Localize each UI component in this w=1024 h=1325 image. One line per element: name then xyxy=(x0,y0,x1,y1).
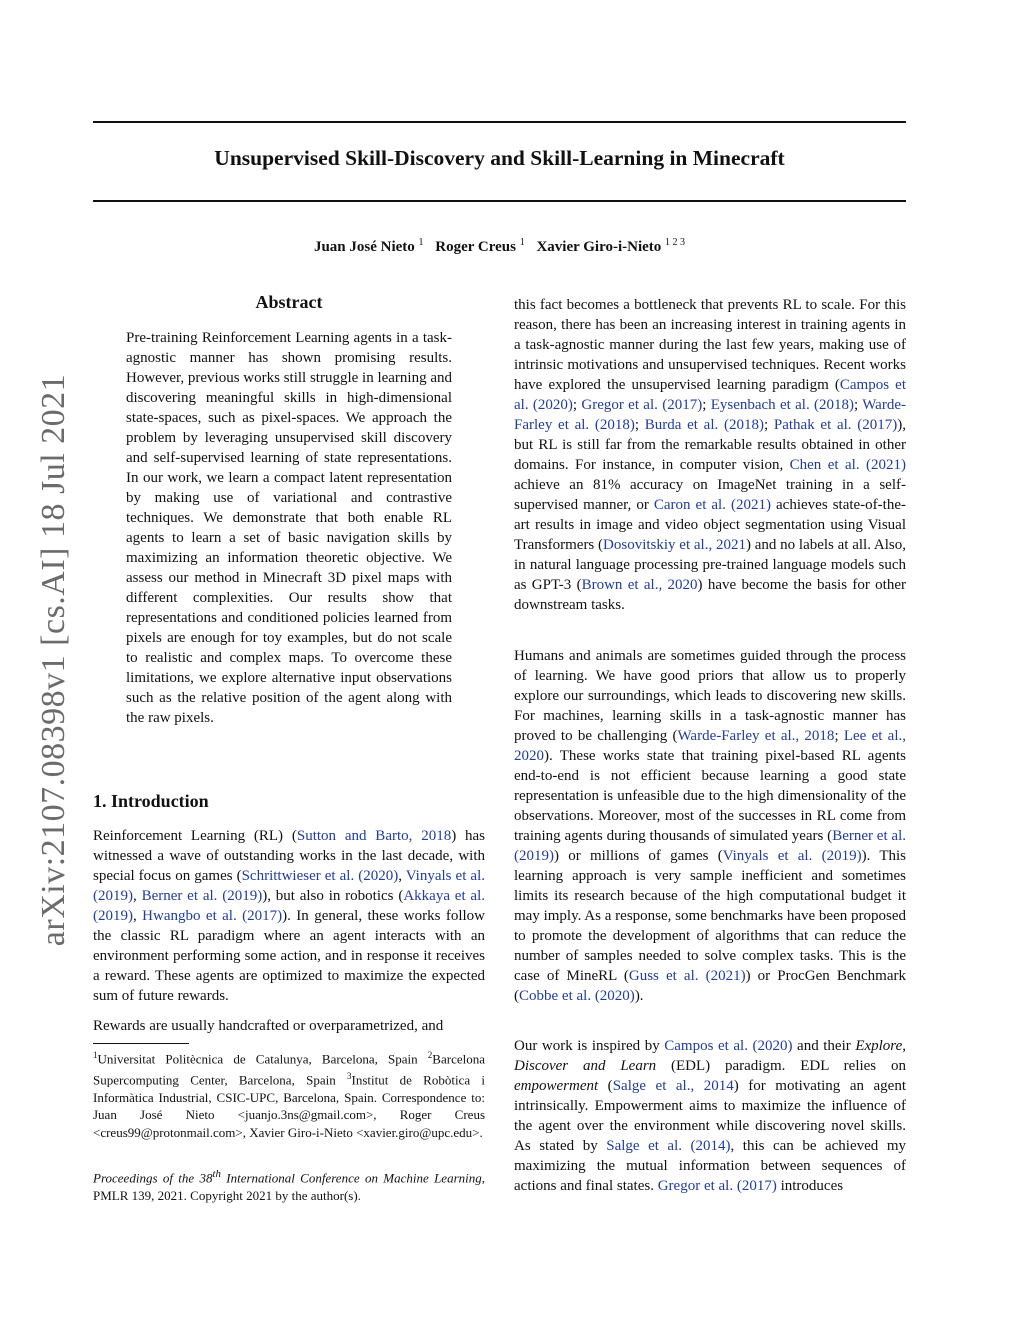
citation-link[interactable]: Salge et al. (2014) xyxy=(606,1138,731,1154)
author: Xavier Giro-i-Nieto $^{1 2 3}$ xyxy=(536,237,686,255)
abstract-text: Pre-training Reinforcement Learning agents in a task-agnostic manner has shown promising results. However, previous works still struggle in learning and discovering meaningful skills in high-dimensional state-spaces, such as pixel-spaces. We approach the problem by leveraging unsupervised skill discovery and self-supervised learning of state representations. In our work, we learn a compact latent representation by making use of variational and contrastive techniques. We demonstrate that both enable RL agents to learn a set of basic navigation skills by maximizing an information theoretic objective. We assess our method in Minecraft 3D pixel maps with different complexities. Our results show that representations and conditioned policies learned from pixels are enough for toy examples, but do not scale to realistic and complex maps. To overcome these limitations, we explore alternative input observations such as the relative position of the agent along with the raw pixels. xyxy=(126,330,453,726)
body-paragraph: Our work is inspired by Campos et al. (2020) and their Explore, Discover and Learn (EDL) paradigm. EDL relies on empowerment (Salge et al., 2014) for motivating an agent intrinsically. Empowerment aims to maximize the influence of the agent over the environment while discovering novel skills. As stated by Salge et al. (2014), this can be achieved my maximizing the mutual information between sequences of actions and final states. Gregor et al. (2017) introduces xyxy=(514,1038,907,1194)
title-bottom-rule xyxy=(93,200,906,202)
citation-link[interactable]: Guss et al. (2021) xyxy=(628,968,746,984)
citation-link[interactable]: Eysenbach et al. (2018) xyxy=(710,397,854,413)
citation-link[interactable]: Akkaya et al. (2019) xyxy=(93,888,485,924)
citation-link[interactable]: Dosovitskiy et al., 2021 xyxy=(603,537,746,553)
citation-link[interactable]: Gregor et al. (2017) xyxy=(657,1178,777,1194)
body-paragraph: this fact becomes a bottleneck that prevents RL to scale. For this reason, there has been an increasing interest in training agents in a task-agnostic manner during the last few years, making use of intrinsic motivations and unsupervised techniques. Recent works have explored the unsupervised learning paradigm (Campos et al. (2020); Gregor et al. (2017); Eysenbach et al. (2018); Warde-Farley et al. (2018); Burda et al. (2018); Pathak et al. (2017)), but RL is still far from the remarkable results obtained in other domains. For instance, in computer vision, Chen et al. (2021) achieve an 81% accuracy on ImageNet training in a self-supervised manner, or Caron et al. (2021) achieves state-of-the-art results in image and video object segmentation using Visual Transformers (Dosovitskiy et al., 2021) and no labels at all. Also, in natural language processing pre-trained language models such as GPT-3 (Brown et al., 2020) have become the basis for other downstream tasks. xyxy=(514,297,907,613)
citation-link[interactable]: Cobbe et al. (2020) xyxy=(519,988,635,1004)
intro-paragraph: Reinforcement Learning (RL) (Sutton and Barto, 2018) has witnessed a wave of outstanding works in the last decade, with special focus on games (Schrittwieser et al. (2020), Vinyals et al. (2019), Berner et al. (2019)), but also in robotics (Akkaya et al. (2019), Hwangbo et al. (2017)). In general, these works follow the classic RL paradigm where an agent interacts with an environment performing some action, and in response it receives a reward. These agents are optimized to maximize the expected sum of future rewards. xyxy=(93,828,486,1004)
paper-title: Unsupervised Skill-Discovery and Skill-Learning in Minecraft xyxy=(214,146,785,170)
author: Roger Creus $^1$ xyxy=(435,237,525,255)
affiliations-footnote: $^1$Universitat Politècnica de Catalunya, Barcelona, Spain $^2$Barcelona Supercomputing Center, Barcelona, Spain $^3$Institut de Robòtica i Informàtica Industrial, CSIC-UPC, Barcelona, Spain. Correspondence to: Juan José Nieto <juanjo.3ns@gmail.com>, Roger Creus <creus99@protonmail.com>, Xavier Giro-i-Nieto <xavier.giro@upc.edu>. xyxy=(93,1050,485,1140)
title-top-rule xyxy=(93,121,906,123)
citation-link[interactable]: Caron et al. (2021) xyxy=(653,497,771,513)
proceedings-note: Proceedings of the 38th International Conference on Machine Learning, PMLR 139, 2021. Copyright 2021 by the author(s). xyxy=(93,1168,485,1203)
citation-link[interactable]: Vinyals et al. (2019) xyxy=(93,868,485,904)
footnote-rule xyxy=(93,1043,189,1044)
author-list xyxy=(93,237,906,256)
citation-link[interactable]: Schrittwieser et al. (2020) xyxy=(241,868,399,884)
abstract-heading: Abstract xyxy=(255,292,323,312)
citation-link[interactable]: Warde-Farley et al., 2018 xyxy=(677,728,835,744)
body-paragraph: Humans and animals are sometimes guided through the process of learning. We have good priors that allow us to properly explore our surroundings, which leads to discovering new skills. For machines, learning skills in a task-agnostic manner has proved to be challenging (Warde-Farley et al., 2018; Lee et al., 2020). These works state that training pixel-based RL agents end-to-end is not efficient because learning a good state representation is unfeasible due to the high dimensionality of the observations. Moreover, most of the successes in RL come from training agents during thousands of simulated years (Berner et al. (2019)) or millions of games (Vinyals et al. (2019)). This learning approach is very sample inefficient and sometimes limits its research because of the high computational budget it may imply. As a response, some benchmarks have been proposed to promote the development of algorithms that can reduce the number of samples needed to solve complex tasks. This is the case of MineRL (Guss et al. (2021)) or ProcGen Benchmark (Cobbe et al. (2020)). xyxy=(514,648,906,1004)
citation-link[interactable]: Chen et al. (2021) xyxy=(789,457,906,473)
author: Juan José Nieto $^1$ xyxy=(313,237,424,255)
citation-link[interactable]: Berner et al. (2019) xyxy=(514,828,906,864)
citation-link[interactable]: Lee et al., 2020 xyxy=(514,728,906,764)
arxiv-identifier[interactable]: arXiv:2107.08398v1 [cs.AI] 18 Jul 2021 xyxy=(35,373,72,947)
intro-paragraph: Rewards are usually handcrafted or overparametrized, and xyxy=(93,1018,444,1034)
citation-link[interactable]: Campos et al. (2020) xyxy=(514,377,907,413)
citation-link[interactable]: Gregor et al. (2017) xyxy=(581,397,703,413)
citation-link[interactable]: Campos et al. (2020) xyxy=(664,1038,793,1054)
citation-link[interactable]: Vinyals et al. (2019) xyxy=(722,848,862,864)
citation-link[interactable]: Berner et al. (2019) xyxy=(141,888,263,904)
citation-link[interactable]: Brown et al., 2020 xyxy=(581,577,698,593)
section-heading-introduction: 1. Introduction xyxy=(93,791,209,811)
citation-link[interactable]: Sutton and Barto, 2018 xyxy=(296,828,452,844)
citation-link[interactable]: Warde-Farley et al. (2018) xyxy=(514,397,906,433)
citation-link[interactable]: Salge et al., 2014 xyxy=(612,1078,734,1094)
citation-link[interactable]: Pathak et al. (2017) xyxy=(773,417,898,433)
citation-link[interactable]: Hwangbo et al. (2017) xyxy=(142,908,283,924)
citation-link[interactable]: Burda et al. (2018) xyxy=(644,417,764,433)
